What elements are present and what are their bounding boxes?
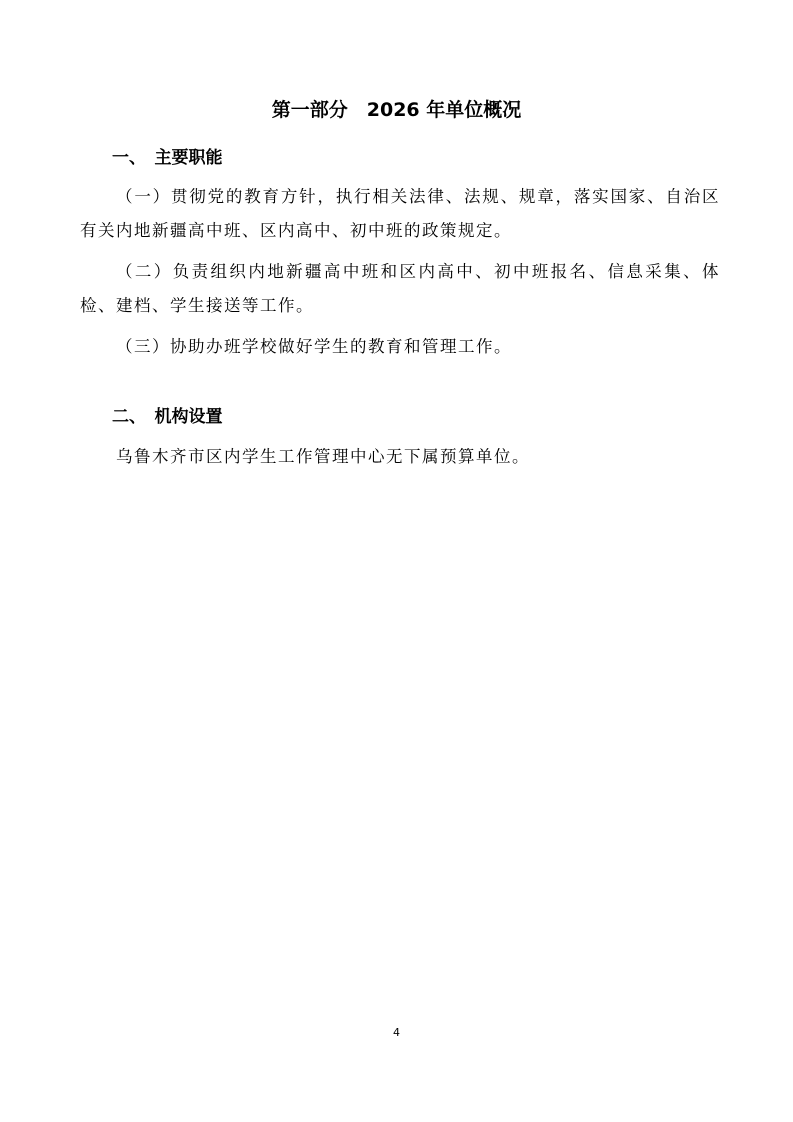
paragraph-function-2: （二）负责组织内地新疆高中班和区内高中、初中班报名、信息采集、体检、建档、学生接送等工作。 <box>80 262 720 315</box>
page-number: 4 <box>393 1026 400 1039</box>
page-title: 第一部分 2026 年单位概况 <box>271 99 522 121</box>
paragraph-function-3: （三）协助办班学校做好学生的教育和管理工作。 <box>116 337 512 356</box>
paragraph-function-1: （一）贯彻党的教育方针，执行相关法律、法规、规章，落实国家、自治区有关内地新疆高中班、区内高中、初中班的政策规定。 <box>80 187 720 240</box>
section-heading-main-functions: 一、 主要职能 <box>112 148 223 168</box>
section-heading-organization: 二、 机构设置 <box>112 407 223 427</box>
paragraph-organization: 乌鲁木齐市区内学生工作管理中心无下属预算单位。 <box>116 447 530 466</box>
